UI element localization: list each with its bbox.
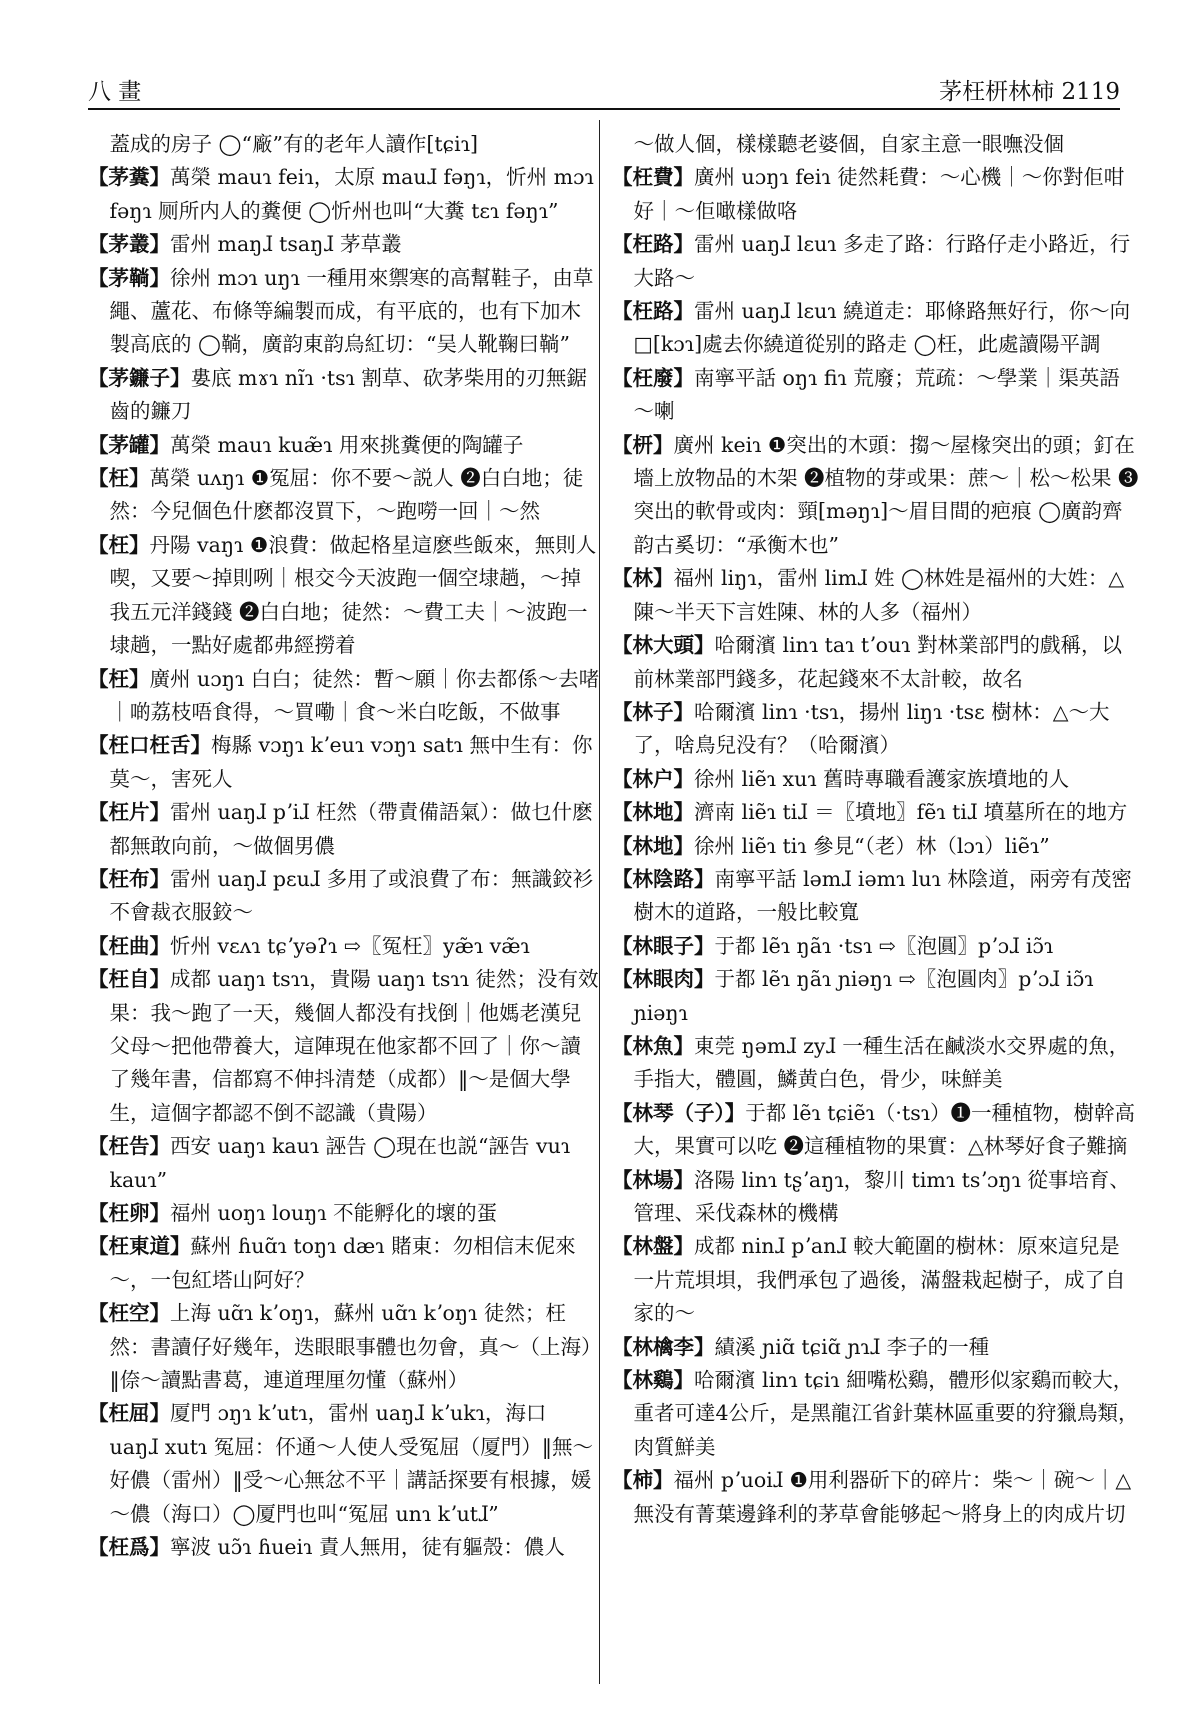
entry: 【茅糞】萬榮 mauɿ feiɿ，太原 mauɺ fəŋɿ，忻州 mɔɿ fəŋɿ 厕所内人的糞便 ◯忻州也叫“大糞 tɛɿ fəŋɿ” [88,165,594,223]
entry: 【枉爲】寧波 uɔ̃ɿ ɦueiɿ 責人無用，徒有軀殼：儂人 [88,1535,565,1560]
entry: 【茅叢】雷州 maŋɺ tsaŋɺ 茅草叢 [88,232,402,257]
entry: 【枉東道】蘇州 ɦuɑ̃ɿ toŋɿ dæɿ 賭東：勿相信末伲來～，一包紅塔山阿好？ [88,1234,576,1292]
entry: 【林盤】成都 ninɺ pʼanɺ 較大範圍的樹林：原來這兒是一片荒垻垻，我們承包了過後，滿盤栽起樹子，成了自家的～ [612,1234,1126,1326]
entry: 蓋成的房子 ◯“廠”有的老年人讀作[tɕiɿ] [109,132,478,156]
entry: 【林檎李】績溪 ɲiɑ̃ tɕiɑ̃ ɲɿɺ 李子的一種 [612,1334,990,1359]
entry: 【枉口枉舌】梅縣 vɔŋɿ kʼeuɿ vɔŋɿ satɿ 無中生有：你莫～，害死人 [88,733,593,791]
entry: 【林陰路】南寧平話 ləmɺ iəmɿ luɿ 林陰道，兩旁有茂密樹木的道路，一般比較寬 [612,866,1132,925]
entry: 【林眼肉】于都 lẽɿ ŋãɿ ɲiəŋɿ ⇨〖泡圓肉〗pʼɔɺ iɔ̃ɿ ɲiəŋɿ [612,967,1094,1025]
entry: 【枉布】雷州 uaŋɺ pɛuɺ 多用了或浪費了布：無識鉸衫不會裁衣服鉸～ [88,866,594,925]
entry: 【枉片】雷州 uaŋɺ pʼiɺ 枉然（帶責備語氣）：做乜什麽都無敢向前，～做個男儂 [88,800,593,858]
entry: 【茅鞝】徐州 mɔɿ uŋɿ 一種用來禦寒的高幫鞋子，由草繩、蘆花、布條等編製而成，有平底的，也有下加木製高底的 ◯鞝，廣韵東韵烏紅切：“吴人靴鞠曰鞝” [88,265,594,357]
entry: ～做人個，樣樣聽老婆個，自家主意一眼嘸没個 [633,132,1065,156]
entry: 【柿】福州 pʼuoiɺ ❶用利器斫下的碎片：柴～｜碗～｜△無没有菁葉邊鋒利的茅草會能够起～將身上的肉成片切 [612,1468,1132,1526]
entry: 【林户】徐州 liẽɿ xuɿ 舊時專職看護家族墳地的人 [612,766,1070,791]
entry: 【枉自】成都 uaŋɿ tsɿɿ，貴陽 uaŋɿ tsɿɿ 徒然；没有效果：我～跑了一天，幾個人都没有找倒｜他媽老漢兒父母～把他帶養大，這陣現在他家都不回了｜你～讀了幾年書，信都寫不伸抖清楚（成都）‖～是個大學生，這個字都認不倒不認識（貴陽） [88,967,599,1125]
entry: 【林子】哈爾濱 linɿ ·tsɿ，揚州 liŋɿ ·tsɛ 樹林：△～大了，啥鳥兒没有？（哈爾濱） [612,699,1110,758]
entry: 【林眼子】于都 lẽɿ ŋãɿ ·tsɿ ⇨〖泡圓〗pʼɔɺ iɔ̃ɿ [612,933,1054,958]
entry: 【枉費】廣州 uɔŋɿ feiɿ 徒然耗費：～心機｜～你對佢咁好｜～佢噉樣做咯 [612,165,1125,223]
entry: 【枉】丹陽 vaŋɿ ❶浪費：做起格星這麽些飯來，無則人喫，又要～掉則咧｜根交今天波跑一個空埭趟，～掉我五元洋錢錢 ❷白白地；徒然：～費工夫｜～波跑一埭趟，一點好處都弗經撈着 [88,532,597,658]
entry: 【茅罐】萬榮 mauɿ kuæ̃ɿ 用來挑糞便的陶罐子 [88,432,524,457]
running-head: 茅枉枅林柿 2119 [939,79,1120,105]
entry: 【林琴（子）】于都 lẽɿ tɕiẽɿ（·tsɿ）❶一種植物，樹幹高大，果實可以吃 ❷這種植物的果實：△林琴好食子難摘 [612,1100,1135,1159]
entry: 【枉屈】厦門 ɔŋɿ kʼutɿ，雷州 uaŋɺ kʼukɿ，海口 uaŋɺ xutɿ 冤屈：伓通～人使人受冤屈（厦門）‖無～好儂（雷州）‖受～心無忿不平｜講話探要有根據，媛～儂（海口）◯厦門也叫“冤屈 unɿ kʼutɺ” [88,1401,593,1526]
entry: 【枉】萬榮 uʌŋɿ ❶冤屈：你不要～説人 ❷白白地；徒然：今兒個色什麽都沒買下，～跑嘮一回｜～然 [88,466,584,524]
right-column [612,128,1140,1531]
page-header [88,62,1120,106]
entry: 【枉】廣州 uɔŋɿ 白白；徒然：暫～願｜你去都係～去啫｜啲荔枝唔食得，～買嘞｜食～米白吃飯，不做事 [88,666,600,724]
entry: 【林鷄】哈爾濱 linɿ tɕiɿ 細嘴松鷄，體形似家鷄而較大，重者可達4公斤，是黑龍江省針葉林區重要的狩獵鳥類，肉質鮮美 [612,1368,1139,1459]
entry: 【林場】洛陽 linɿ tʂʼaŋɿ，黎川 timɿ tsʼɔŋɿ 從事培育、管理、采伐森林的機構 [612,1167,1130,1225]
entry: 【林地】濟南 liẽɿ tiɺ ＝〖墳地〗fẽɿ tiɺ 墳墓所在的地方 [612,800,1128,825]
entry: 【枉路】雷州 uaŋɺ lɛuɿ 多走了路：行路仔走小路近，行大路～ [612,232,1131,290]
entry: 【林魚】東莞 ŋəmɺ zyɺ 一種生活在鹹淡水交界處的魚，手指大，體圓，鱗黄白色，骨少，味鮮美 [612,1033,1130,1092]
entry: 【茅鐮子】婁底 mɤɿ nĩɿ ·tsɿ 割草、砍茅柴用的刃無鋸齒的鐮刀 [88,365,587,424]
entry: 【枉路】雷州 uaŋɺ lɛuɿ 繞道走：耶條路無好行，你～向□[kɔɿ]處去你繞道從别的路走 ◯枉，此處讀陽平調 [612,299,1131,357]
entry: 【林大頭】哈爾濱 linɿ taɿ tʼouɿ 對林業部門的戲稱，以前林業部門錢多，花起錢來不太計較，故名 [612,633,1122,691]
section-title: 八 畫 [88,79,142,105]
header-rule [88,108,1120,110]
entry: 【林地】徐州 liẽɿ tiɿ 參見“（老）林（lɔɿ）liẽɿ” [612,833,1050,858]
entry: 【枉告】西安 uaŋɿ kauɿ 誣告 ◯現在也説“誣告 vuɿ kauɿ” [88,1134,571,1192]
entry: 【林】福州 liŋɿ，雷州 limɺ 姓 ◯林姓是福州的大姓：△陳～半天下言姓陳、林的人多（福州） [612,566,1125,624]
entry: 【枉卵】福州 uoŋɿ louŋɿ 不能孵化的壞的蛋 [88,1201,498,1225]
left-column [88,128,600,1564]
entry: 【枅】廣州 keiɿ ❶突出的木頭：搊～屋椽突出的頭；釘在墻上放物品的木架 ❷植物的芽或果：蔗～｜松～松果 ❸突出的軟骨或肉：頸[məŋɿ]～眉目間的疤痕 ◯廣韵齊韵古奚切：“承衡木也” [612,432,1139,557]
entry: 【枉曲】忻州 vɛʌɿ tɕʼyəʔɿ ⇨〖冤枉〗yæ̃ɿ væ̃ɿ [88,933,530,958]
entry: 【枉廢】南寧平話 oŋɿ fiɿ 荒廢；荒疏：～學業｜渠英語～喇 [612,365,1120,424]
entry: 【枉空】上海 uɑ̃ɿ kʼoŋɿ，蘇州 uɑ̃ɿ kʼoŋɿ 徒然；枉然：書讀仔好幾年，迭眼眼事體也勿會，真～（上海）‖倷～讀點書葛，連道理厘勿懂（蘇州） [88,1301,592,1393]
